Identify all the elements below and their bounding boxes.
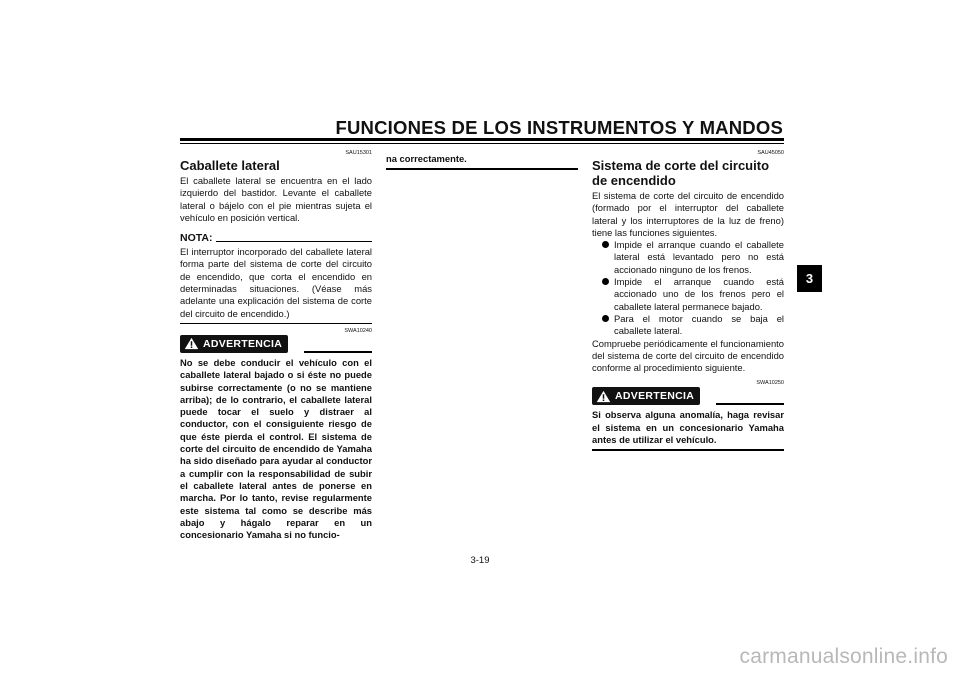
watermark: carmanualsonline.info	[739, 645, 948, 668]
warning-label: ADVERTENCIA	[203, 337, 283, 350]
warning-rule	[304, 351, 372, 353]
bullet-icon	[602, 241, 609, 248]
list-item: Para el motor cuando se baja el caballete lateral.	[592, 313, 784, 338]
section-title-caballete: Caballete lateral	[180, 158, 280, 173]
warning-triangle-icon	[596, 390, 611, 403]
section-ref-code: SAU15301	[345, 150, 372, 156]
chapter-tab: 3	[797, 265, 822, 292]
warning-ref-code: SWA10240	[344, 327, 372, 334]
page-header-title: FUNCIONES DE LOS INSTRUMENTOS Y MANDOS	[335, 117, 783, 138]
page-number: 3-19	[470, 555, 490, 566]
column-3	[592, 150, 784, 451]
note-label: NOTA:	[180, 232, 213, 245]
section-title-corte-circuito: Sistema de corte del circuito de encendido	[592, 158, 770, 188]
list-item: Impide el arranque cuando está accionado uno de los frenos pero el caballete lateral permanece bajado.	[592, 276, 784, 313]
warning-badge	[592, 387, 700, 405]
warning-label: ADVERTENCIA	[615, 390, 695, 403]
section-intro-text: El sistema de corte del circuito de encendido (formado por el interruptor del caballete lateral y los interruptores de la luz de freno) tiene las funciones siguientes.	[592, 190, 784, 238]
header-rule-thin	[180, 143, 784, 144]
bullet-icon	[602, 315, 609, 322]
note-text: El interruptor incorporado del caballete lateral forma parte del sistema de corte del circuito de encendido, que corta el encendido en determinadas situaciones. (Véase más adelante una explicación del sistema de corte del circuito de encendido.)	[180, 246, 372, 319]
note-header	[180, 232, 372, 244]
warning-ref-code: SWA10250	[756, 380, 784, 387]
warning-continuation-text: na correctamente.	[386, 153, 467, 164]
warning-end-rule	[592, 449, 784, 451]
warning-end-rule	[386, 168, 578, 170]
column-2	[386, 153, 578, 170]
column-1	[180, 150, 372, 541]
section-outro-text: Compruebe periódicamente el funcionamiento del sistema de corte del circuito de encendido conforme al procedimiento siguiente.	[592, 337, 784, 374]
warning-rule	[716, 403, 784, 405]
warning-header	[180, 335, 372, 353]
warning-badge	[180, 335, 288, 353]
warning-text: No se debe conducir el vehículo con el caballete lateral bajado o si éste no puede subirse correctamente (o no se mantiene arriba); de lo contrario, el caballete lateral puede tocar el suelo y distraer al conductor, con el consiguiente riesgo de que éste pierda el control. El sistema de corte del circuito de encendido de Yamaha ha sido diseñado para ayudar al conductor a cumplir con la responsabilidad de subir el caballete lateral antes de ponerse en marcha. Por lo tanto, revise regularmente este sistema tal como se describe más abajo y hágalo reparar en un concesionario Yamaha si no funcio-	[180, 356, 372, 541]
bullet-icon	[602, 278, 609, 285]
note-rule	[216, 241, 372, 242]
warning-triangle-icon	[184, 337, 199, 350]
section-ref-code: SAU45050	[757, 150, 784, 156]
section-intro-text: El caballete lateral se encuentra en el lado izquierdo del bastidor. Levante el caballete lateral o bájelo con el pie mientras sujeta el vehículo en posición vertical.	[180, 175, 372, 223]
function-list	[592, 239, 784, 337]
warning-header	[592, 387, 784, 405]
list-item: Impide el arranque cuando el caballete lateral está levantado pero no está accionado ninguno de los frenos.	[592, 239, 784, 276]
warning-text: Si observa alguna anomalía, haga revisar el sistema en un concesionario Yamaha antes de utilizar el vehículo.	[592, 409, 784, 446]
header-rule-thick	[180, 138, 784, 141]
note-end-rule	[180, 323, 372, 324]
